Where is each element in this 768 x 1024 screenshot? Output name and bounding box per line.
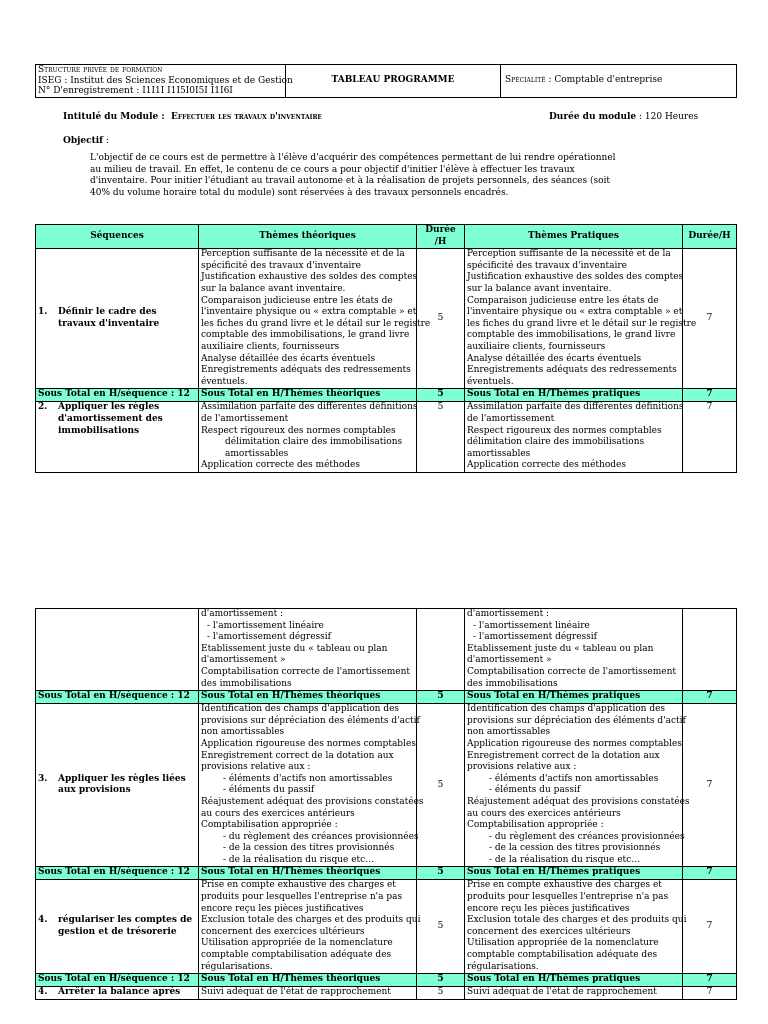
module-title-value: Effectuer les travaux d'inventaire: [170, 112, 323, 122]
practice-line: de l'amortissement: [467, 413, 555, 424]
seq4-number: 4.: [38, 915, 48, 926]
subtotal-practice-label: Sous Total en H/Thèmes pratiques: [465, 867, 683, 880]
header-duration-theoretical: Durée /H: [417, 225, 465, 249]
subtotal-practice-value: 7: [683, 867, 737, 880]
practice-line: au cours des exercices antérieurs: [467, 808, 621, 819]
practice-line: non amortissables: [467, 727, 551, 738]
theory-bullet: - l'amortissement dégressif: [207, 632, 331, 643]
speciality-value: : Comptable d'entreprise: [545, 74, 663, 85]
practice-line: encore reçu les pièces justificatives: [467, 903, 630, 914]
practice-bullet: - éléments du passif: [489, 785, 581, 796]
seq2-number: 2.: [38, 402, 48, 413]
theory-line: l'inventaire physique ou « extra comptable » et: [201, 307, 417, 318]
objective-line: L'objectif de ce cours est de permettre à l'élève d'acquérir des compétences permettant de lui rendre opérationnel: [90, 153, 616, 163]
seq5-duration-practice: 7: [683, 987, 737, 1000]
subtotal-sequence: Sous Total en H/séquence : 12: [36, 974, 199, 987]
theory-line: d'amortissement :: [201, 609, 284, 619]
practice-line: Utilisation appropriée de la nomenclature: [467, 938, 659, 949]
header-practical-themes: Thèmes Pratiques: [465, 225, 683, 249]
practice-line: provisions sur dépréciation des éléments d'actif: [467, 715, 686, 726]
practice-line: Justification exhaustive des soldes des comptes: [467, 272, 684, 283]
seq5-practice: Suivi adéquat de l'état de rapprochement: [465, 987, 683, 1000]
practice-line: provisions relative aux :: [467, 762, 577, 773]
theory-line: concernent des exercices ultérieurs: [201, 926, 365, 937]
objective-line: au milieu de travail. En effet, le contenu de ce cours a pour objectif d'initier l'élève à effectuer les travaux: [90, 164, 575, 175]
theory-line: délimitation claire des immobilisations: [225, 437, 403, 448]
theory-line: Comptabilisation appropriée :: [201, 820, 338, 831]
practice-line: Réajustement adéquat des provisions constatées: [467, 796, 690, 807]
subtotal-sequence: Sous Total en H/séquence : 12: [36, 389, 199, 402]
theory-line: régularisations.: [201, 961, 273, 972]
objective-label: Objectif: [63, 136, 104, 146]
seq5-title: [36, 987, 199, 1000]
seq5-number: 4.: [38, 987, 48, 998]
objective-paragraph: [90, 153, 616, 199]
theory-line: Enregistrements adéquats des redressements: [201, 365, 411, 376]
seq3-theory: [199, 704, 424, 867]
subtotal-row: [36, 691, 737, 704]
practice-line: amortissables: [467, 448, 531, 459]
practice-line: Enregistrement correct de la dotation aux: [467, 750, 660, 761]
programme-table-part1: [35, 224, 737, 473]
objective-line: 40% du volume horaire total du module) sont réservées à des travaux personnels encadrés.: [90, 187, 509, 198]
practice-line: spécificité des travaux d'inventaire: [467, 260, 627, 271]
module-duration-label: Durée du module: [549, 112, 637, 122]
speciality-cell: [501, 65, 737, 98]
practice-line: sur la balance avant inventaire.: [467, 283, 612, 294]
theory-line: Réajustement adéquat des provisions constatées: [201, 796, 424, 807]
practice-line: d'amortissement :: [467, 609, 550, 619]
subtotal-row: [36, 389, 737, 402]
seq1-duration-practice: 7: [683, 249, 737, 389]
subtotal-practice-label: Sous Total en H/Thèmes pratiques: [465, 691, 683, 704]
practice-line: comptable des immobilisations, le grand livre: [467, 330, 676, 341]
table-row-seq2: [36, 402, 737, 473]
subtotal-theory-label: Sous Total en H/Thèmes théoriques: [199, 691, 417, 704]
theory-line: Application correcte des méthodes: [201, 460, 360, 471]
practice-bullet: - du règlement des créances provisionnées: [489, 831, 685, 842]
subtotal-theory-value: 5: [417, 691, 465, 704]
practice-line: Analyse détaillée des écarts éventuels: [467, 353, 642, 364]
registration-number: N° D'enregistrement : I1I1I I1I5I0I5I I1I6I: [38, 86, 233, 96]
theory-line: Analyse détaillée des écarts éventuels: [201, 353, 376, 364]
seq4-duration-practice: 7: [683, 880, 737, 974]
subtotal-theory-value: 5: [417, 389, 465, 402]
seq1-label: Définir le cadre des travaux d'inventaire: [58, 307, 160, 329]
seq1-duration-theory: 5: [417, 249, 465, 389]
seq3-title: [36, 704, 199, 867]
subtotal-sequence: Sous Total en H/séquence : 12: [36, 867, 199, 880]
practice-line: éventuels.: [467, 376, 514, 387]
header-institution-cell: [36, 65, 293, 98]
practice-line: produits pour lesquelles l'entreprise n'a pas: [467, 892, 669, 903]
seq2-theory-continued: [199, 609, 417, 691]
subtotal-theory-label: Sous Total en H/Thèmes théoriques: [199, 867, 417, 880]
seq3-label: Appliquer les règles liées aux provisions: [58, 773, 186, 796]
subtotal-theory-label: Sous Total en H/Thèmes théoriques: [199, 974, 417, 987]
theory-line: produits pour lesquelles l'entreprise n'a pas: [201, 892, 403, 903]
theory-line: Respect rigoureux des normes comptables: [201, 425, 396, 436]
theory-line: sur la balance avant inventaire.: [201, 283, 346, 294]
seq2-practice: [465, 402, 683, 473]
theory-line: d'amortissement »: [201, 655, 286, 666]
theory-bullet: - éléments d'actifs non amortissables: [223, 773, 393, 784]
practice-bullet: - de la cession des titres provisionnés: [489, 843, 661, 854]
seq4-title: [36, 880, 199, 974]
practice-line: Assimilation parfaite des différentes définitions: [467, 402, 684, 413]
seq2-duration-practice: 7: [683, 402, 737, 473]
header-sequences: Séquences: [36, 225, 199, 249]
practice-line: Enregistrements adéquats des redressements: [467, 365, 677, 376]
table-header-row: [36, 225, 737, 249]
seq5-label: Arrêter la balance après: [58, 987, 181, 998]
theory-line: éventuels.: [201, 376, 248, 387]
theory-line: Comptabilisation correcte de l'amortissement: [201, 666, 411, 677]
seq2-label: Appliquer les règles d'amortissement des immobilisations: [58, 402, 163, 436]
practice-line: Identification des champs d'application des: [467, 704, 666, 715]
theory-line: comptable comptabilisation adéquate des: [201, 950, 392, 961]
theory-line: encore reçu les pièces justificatives: [201, 903, 364, 914]
seq2-practice-continued: [465, 609, 683, 691]
objective-colon: :: [103, 136, 109, 146]
module-title-label: Intitulé du Module: [63, 112, 159, 122]
seq2-duration-theory-continued: [417, 609, 465, 691]
theory-line: Utilisation appropriée de la nomenclature: [201, 938, 393, 949]
table-row-seq4: [36, 880, 737, 974]
practice-bullet: - de la réalisation du risque etc…: [489, 854, 641, 865]
theory-bullet: - l'amortissement linéaire: [207, 620, 324, 631]
seq2-duration-theory: 5: [417, 402, 465, 473]
subtotal-practice-value: 7: [683, 691, 737, 704]
theory-line: de l'amortissement: [201, 413, 289, 424]
subtotal-sequence: Sous Total en H/séquence : 12: [36, 691, 199, 704]
theory-line: Perception suffisante de la nécessité et de la: [201, 249, 405, 260]
seq2-duration-practice-continued: [683, 609, 737, 691]
seq1-title: [36, 249, 199, 389]
seq3-practice: [465, 704, 690, 867]
subtotal-theory-value: 5: [417, 867, 465, 880]
module-duration-line: [549, 112, 698, 122]
theory-line: Justification exhaustive des soldes des comptes: [201, 272, 418, 283]
seq2-title: [36, 402, 199, 473]
practice-line: Prise en compte exhaustive des charges et: [467, 880, 662, 891]
institute-name: ISEG : Institut des Sciences Economiques et de Gestion: [38, 75, 293, 86]
practice-line: Etablissement juste du « tableau ou plan: [467, 643, 654, 654]
structure-label: Structure privée de formation: [38, 65, 163, 75]
practice-line: Exclusion totale des charges et des produits qui: [467, 915, 687, 926]
subtotal-theory-label: Sous Total en H/Thèmes théoriques: [199, 389, 417, 402]
theory-line: Enregistrement correct de la dotation aux: [201, 750, 394, 761]
theory-bullet: - de la cession des titres provisionnés: [223, 843, 395, 854]
seq1-theory: [199, 249, 431, 389]
seq5-duration-theory: 5: [417, 987, 465, 1000]
objective-line: d'inventaire. Pour initier l'étudiant au travail autonome et à la réalisation de projets personnels, des séances (soit: [90, 176, 611, 187]
module-duration-value: : 120 Heures: [636, 112, 699, 122]
objective-heading: [63, 136, 109, 146]
header-duration-practical: Durée/H: [683, 225, 737, 249]
programme-table-part2: [35, 608, 737, 1000]
module-title-line: Intitulé du Module : Effectuer les travaux d'inventaire: [63, 112, 323, 122]
theory-line: comptable des immobilisations, le grand livre: [201, 330, 410, 341]
table-row-seq3: [36, 704, 737, 867]
seq1-practice: [465, 249, 697, 389]
seq2-title-continued: [36, 609, 199, 691]
practice-line: concernent des exercices ultérieurs: [467, 926, 631, 937]
subtotal-row: [36, 974, 737, 987]
seq4-practice: [465, 880, 687, 974]
seq3-duration-practice: 7: [683, 704, 737, 867]
theory-line: au cours des exercices antérieurs: [201, 808, 355, 819]
seq2-theory: [199, 402, 417, 473]
practice-line: régularisations.: [467, 961, 539, 972]
theory-line: amortissables: [225, 448, 289, 459]
document-title: TABLEAU PROGRAMME: [286, 65, 501, 98]
subtotal-practice-label: Sous Total en H/Thèmes pratiques: [465, 389, 683, 402]
theory-bullet: - du règlement des créances provisionnées: [223, 831, 419, 842]
practice-line: Respect rigoureux des normes comptables: [467, 425, 662, 436]
practice-line: Application rigoureuse des normes comptables: [467, 738, 682, 749]
theory-line: Comparaison judicieuse entre les états de: [201, 295, 393, 306]
seq5-theory: Suivi adéquat de l'état de rapprochement: [199, 987, 417, 1000]
theory-line: auxiliaire clients, fournisseurs: [201, 341, 340, 352]
subtotal-practice-label: Sous Total en H/Thèmes pratiques: [465, 974, 683, 987]
practice-line: comptable comptabilisation adéquate des: [467, 950, 658, 961]
theory-line: des immobilisations: [201, 678, 292, 689]
subtotal-theory-value: 5: [417, 974, 465, 987]
theory-line: non amortissables: [201, 727, 285, 738]
practice-line: Comptabilisation correcte de l'amortissement: [467, 666, 677, 677]
theory-line: Assimilation parfaite des différentes définitions: [201, 402, 418, 413]
practice-line: auxiliaire clients, fournisseurs: [467, 341, 606, 352]
practice-line: Application correcte des méthodes: [467, 460, 626, 471]
seq4-duration-theory: 5: [417, 880, 465, 974]
practice-bullet: - l'amortissement dégressif: [473, 632, 597, 643]
table-row-seq2-continued: [36, 609, 737, 691]
theory-line: Identification des champs d'application des: [201, 704, 400, 715]
theory-line: Application rigoureuse des normes comptables: [201, 738, 416, 749]
subtotal-row: [36, 867, 737, 880]
theory-line: Etablissement juste du « tableau ou plan: [201, 643, 388, 654]
subtotal-practice-value: 7: [683, 389, 737, 402]
practice-line: Comparaison judicieuse entre les états de: [467, 295, 659, 306]
theory-bullet: - de la réalisation du risque etc…: [223, 854, 375, 865]
theory-line: provisions relative aux :: [201, 762, 311, 773]
subtotal-practice-value: 7: [683, 974, 737, 987]
theory-line: spécificité des travaux d'inventaire: [201, 260, 361, 271]
theory-line: Exclusion totale des charges et des produits qui: [201, 915, 421, 926]
seq3-duration-theory: 5: [417, 704, 465, 867]
header-theoretical-themes: Thèmes théoriques: [199, 225, 417, 249]
practice-line: Perception suffisante de la nécessité et de la: [467, 249, 671, 260]
table-row-seq1: [36, 249, 737, 389]
theory-bullet: - éléments du passif: [223, 785, 315, 796]
seq1-number: 1.: [38, 307, 48, 318]
seq4-theory: [199, 880, 421, 974]
practice-line: les fiches du grand livre et le détail sur le registre: [467, 318, 697, 329]
theory-line: Prise en compte exhaustive des charges et: [201, 880, 396, 891]
theory-line: les fiches du grand livre et le détail sur le registre: [201, 318, 431, 329]
theory-line: provisions sur dépréciation des éléments d'actif: [201, 715, 420, 726]
practice-line: Comptabilisation appropriée :: [467, 820, 604, 831]
practice-line: d'amortissement »: [467, 655, 552, 666]
practice-bullet: - éléments d'actifs non amortissables: [489, 773, 659, 784]
practice-bullet: - l'amortissement linéaire: [473, 620, 590, 631]
practice-line: l'inventaire physique ou « extra comptable » et: [467, 307, 683, 318]
practice-line: délimitation claire des immobilisations: [467, 437, 645, 448]
header-table: [35, 64, 737, 98]
seq4-label: régulariser les comptes de gestion et de trésorerie: [58, 915, 193, 937]
table-row-seq5: [36, 987, 737, 1000]
speciality-label: Spécialité: [505, 74, 546, 85]
seq3-number: 3.: [38, 773, 48, 784]
practice-line: des immobilisations: [467, 678, 558, 689]
